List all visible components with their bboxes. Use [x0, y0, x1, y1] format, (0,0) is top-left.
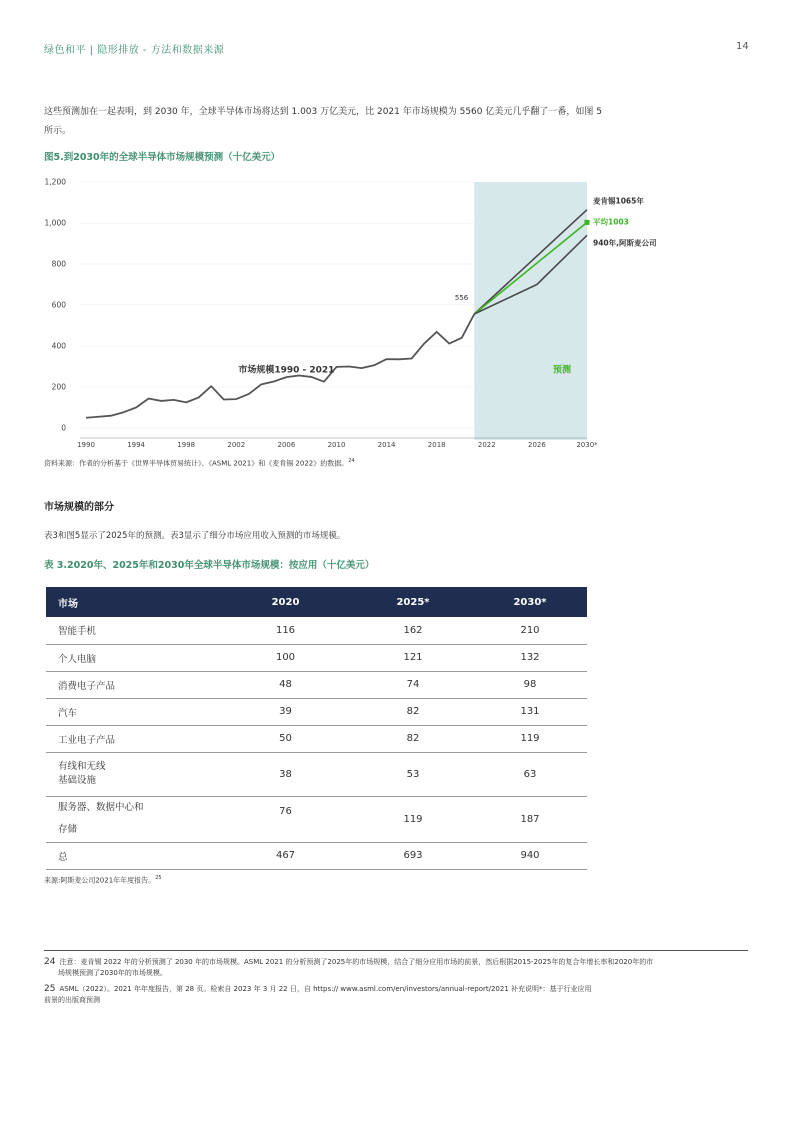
row-label: 工业电子产品 — [46, 725, 218, 752]
table-row — [46, 796, 587, 842]
y-tick-label: 800 — [51, 259, 66, 269]
y-axis — [45, 178, 67, 433]
mckinsey-end-label — [593, 196, 644, 206]
cell-2025: 53 — [353, 752, 473, 796]
running-header: 绿色和平 | 隐形排放 - 方法和数据来源 — [44, 45, 225, 56]
average-endpoint-marker — [585, 220, 590, 225]
x-tick-label: 2014 — [377, 441, 396, 449]
chart-gridlines — [80, 182, 474, 428]
footnote-number: 24 — [44, 957, 56, 967]
mckinsey-label-b: 1065年 — [615, 196, 644, 206]
figure-source — [44, 458, 355, 468]
row-label: 总 — [46, 842, 218, 869]
chart-labels — [238, 196, 657, 376]
intro-paragraph: 这些预测加在一起表明，到 2030 年，全球半导体市场将达到 1.003 万亿美元，比 2021 年市场规模为 5560 亿美元几乎翻了一番，如图 5 所示。 — [44, 107, 602, 136]
footnote-line1: 注意：麦肯锡 2022 年的分析预测了 2030 年的市场规模。ASML 2021 的分析预测了2025年的市场规模，结合了细分应用市场的前景，然后根据2015-2025年的复合年增长率和2020年的市 — [59, 958, 654, 966]
cell-2020: 50 — [218, 725, 353, 752]
x-tick-label: 2010 — [327, 441, 346, 449]
figure-title: 图5.到2030年的全球半导体市场规模预测（十亿美元） — [44, 152, 281, 163]
average-end-label — [593, 216, 629, 226]
historical-label: 市场规模1990 - 2021 — [238, 365, 335, 376]
cell-2025: 74 — [353, 671, 473, 698]
chart-svg — [40, 170, 657, 455]
table-row — [46, 644, 587, 671]
row-label-line1: 有线和无线 — [58, 761, 106, 772]
footnote-24 — [44, 957, 724, 979]
cell-2025: 82 — [353, 725, 473, 752]
point-label-2021: 556 — [454, 294, 469, 303]
footnote-number: 25 — [44, 984, 56, 994]
section-heading: 市场规模的部分 — [44, 502, 114, 513]
cell-2030: 187 — [473, 796, 587, 842]
y-tick-label: 1,200 — [44, 177, 66, 187]
row-label: 消费电子产品 — [46, 671, 218, 698]
cell-2025: 119 — [353, 796, 473, 842]
cell-2020: 39 — [218, 698, 353, 725]
table-source-text: 来源:阿斯麦公司2021年年度报告。 — [44, 876, 156, 885]
average-label-a: 平均 — [593, 217, 608, 227]
cell-2025: 162 — [353, 617, 473, 644]
table-row — [46, 752, 587, 796]
x-tick-label: 1994 — [127, 441, 146, 449]
cell-2030: 98 — [473, 671, 587, 698]
col-header-market: 市场 — [46, 587, 218, 617]
table-row — [46, 698, 587, 725]
forecast-region — [474, 182, 587, 440]
table-row — [46, 725, 587, 752]
cell-2030: 210 — [473, 617, 587, 644]
cell-2020: 38 — [218, 752, 353, 796]
table-row — [46, 842, 587, 869]
row-label-line1: 服务器、数据中心和 — [58, 802, 144, 813]
cell-2020: 467 — [218, 842, 353, 869]
x-tick-label: 2022 — [477, 441, 496, 449]
cell-2025: 82 — [353, 698, 473, 725]
footnote-line2: 场规模预测了2030年的市场规模。 — [58, 969, 167, 977]
x-tick-label: 1998 — [177, 441, 196, 449]
market-table — [46, 587, 587, 870]
table-source — [44, 875, 162, 885]
footnote-divider — [44, 950, 748, 951]
col-header-2025: 2025* — [353, 587, 473, 617]
y-tick-label: 1,000 — [44, 218, 66, 228]
y-tick-label: 0 — [61, 423, 66, 433]
cell-2025: 121 — [353, 644, 473, 671]
market-size-chart — [40, 170, 657, 455]
row-label — [46, 752, 218, 796]
page-number: 14 — [736, 41, 749, 52]
average-label-b: 1003 — [608, 217, 629, 227]
cell-2025: 693 — [353, 842, 473, 869]
table-row — [46, 617, 587, 644]
x-tick-label: 2006 — [277, 441, 296, 449]
row-label-line2: 存储 — [58, 824, 78, 835]
y-tick-label: 600 — [51, 300, 66, 310]
cell-2030: 940 — [473, 842, 587, 869]
table-source-ref: 25 — [155, 875, 162, 881]
table-row — [46, 671, 587, 698]
cell-2030: 119 — [473, 725, 587, 752]
row-label: 汽车 — [46, 698, 218, 725]
cell-2020: 116 — [218, 617, 353, 644]
row-label: 个人电脑 — [46, 644, 218, 671]
footnote-line1: ASML（2022）。2021 年年度报告，第 28 页。检索自 2023 年 3 月 22 日，自 https:// www.asml.com/en/investors/annual-report/2021 补充说明*：基于行业应用 — [59, 985, 592, 993]
asml-end-label — [593, 237, 657, 247]
mckinsey-label-a: 麦肯锡 — [593, 196, 616, 206]
x-tick-label: 2026 — [527, 441, 546, 449]
asml-label-b: 年,阿斯麦公司 — [608, 238, 657, 248]
forecast-label: 预测 — [552, 365, 571, 376]
x-tick-label: 2030* — [576, 441, 598, 449]
row-label-line2: 基础设施 — [58, 775, 97, 786]
cell-2030: 132 — [473, 644, 587, 671]
figure-source-ref: 24 — [348, 458, 355, 464]
y-tick-label: 400 — [51, 341, 66, 351]
col-header-2030: 2030* — [473, 587, 587, 617]
table-title: 表 3.2020年、2025年和2030年全球半导体市场规模：按应用（十亿美元） — [44, 560, 375, 571]
y-tick-label: 200 — [51, 382, 66, 392]
cell-2030: 131 — [473, 698, 587, 725]
cell-2030: 63 — [473, 752, 587, 796]
cell-2020: 48 — [218, 671, 353, 698]
x-tick-label: 1990 — [77, 441, 95, 449]
cell-2020: 76 — [218, 796, 353, 842]
cell-2020: 100 — [218, 644, 353, 671]
row-label — [46, 796, 218, 842]
row-label: 智能手机 — [46, 617, 218, 644]
x-tick-label: 2018 — [427, 441, 446, 449]
footnote-25 — [44, 984, 744, 1006]
col-header-2020: 2020 — [218, 587, 353, 617]
footnote-line2: 前景的出版商预测 — [44, 996, 100, 1004]
table-header-row — [46, 587, 587, 617]
section-paragraph: 表3和图5显示了2025年的预测。表3显示了细分市场应用收入预测的市场规模。 — [44, 531, 346, 541]
asml-label-a: 940 — [593, 238, 609, 248]
x-tick-label: 2002 — [227, 441, 246, 449]
figure-source-text: 资料来源：作者的分析基于《世界半导体贸易统计》、《ASML 2021》和《麦肯锡 2022》的数据。 — [44, 459, 349, 468]
